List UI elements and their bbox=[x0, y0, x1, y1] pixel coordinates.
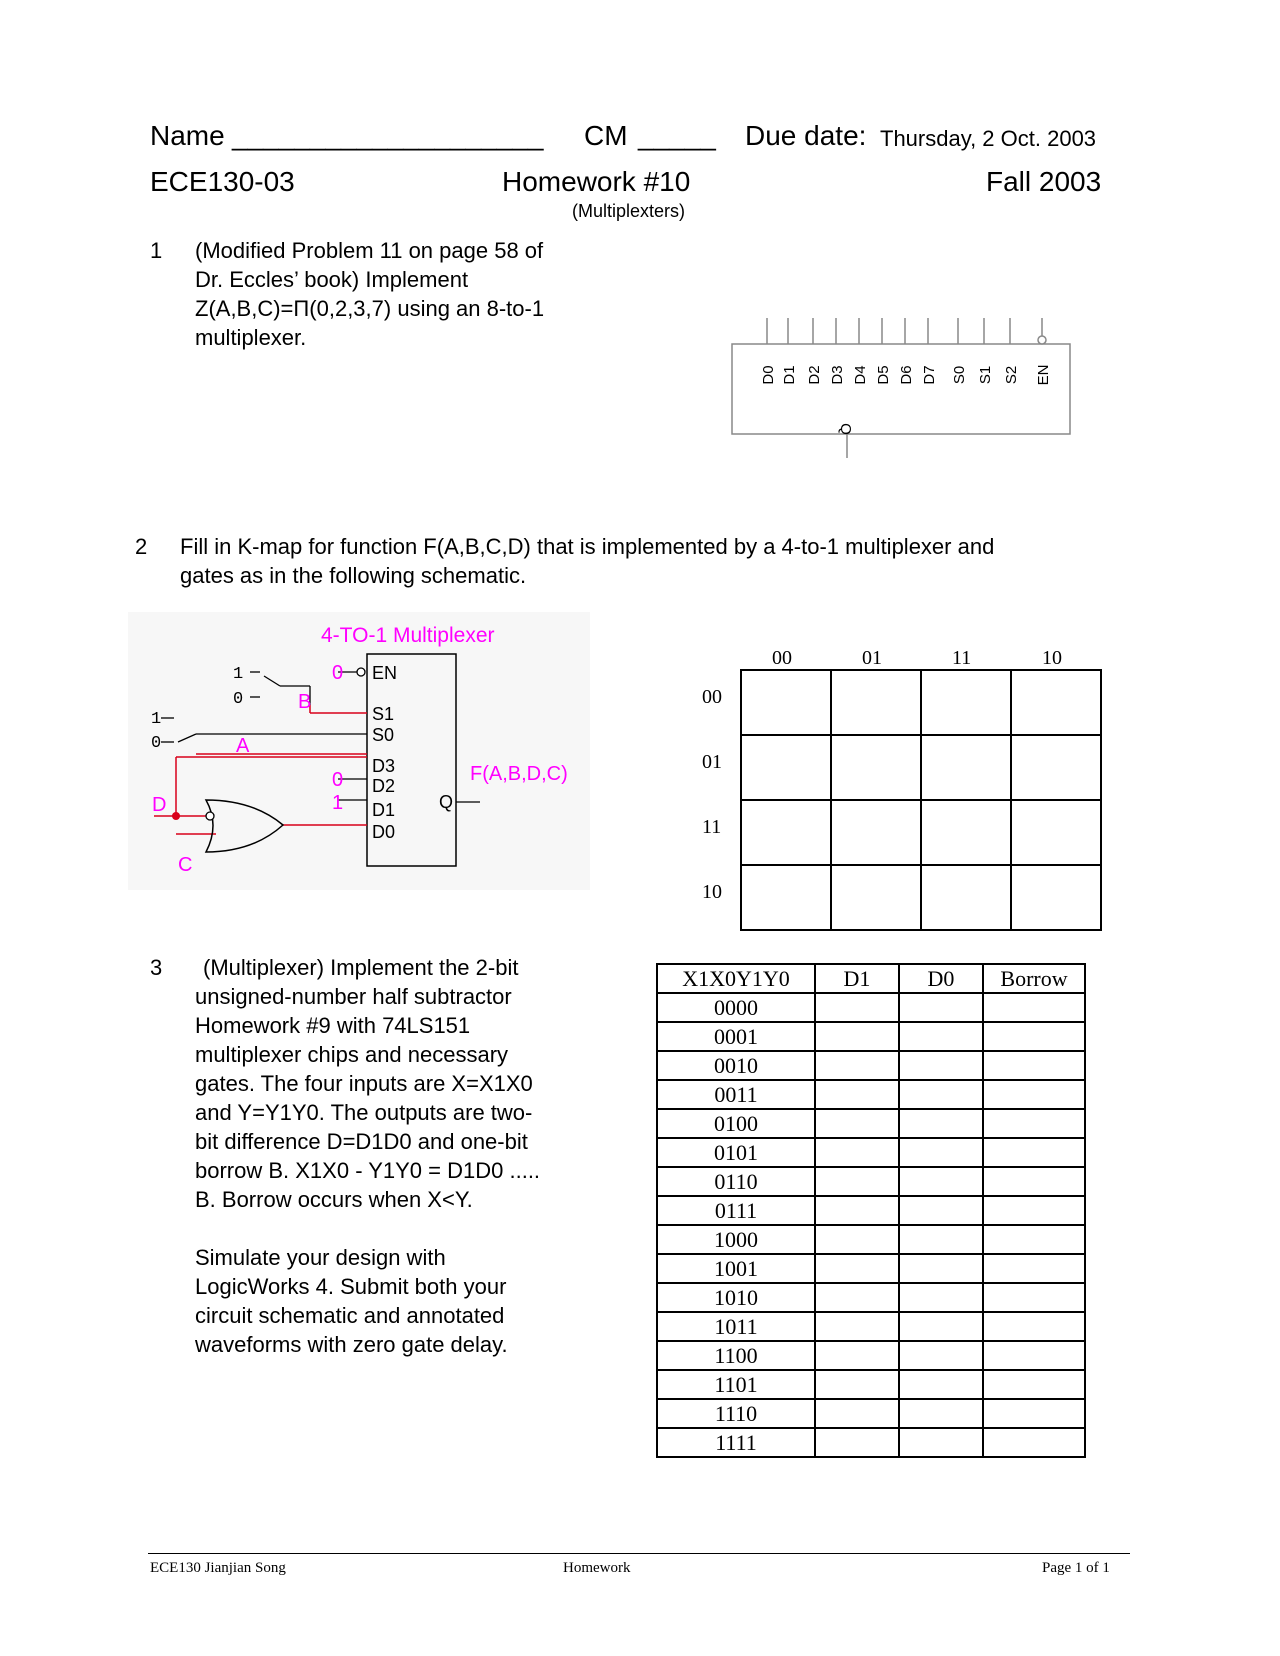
footer-rule bbox=[148, 1553, 1130, 1554]
d1-cell[interactable] bbox=[815, 1312, 899, 1341]
problem-3-line: B. Borrow occurs when X<Y. bbox=[195, 1187, 473, 1212]
problem-3-line: Homework #9 with 74LS151 bbox=[195, 1013, 471, 1038]
mux-pin-d1: D1 bbox=[781, 365, 798, 385]
kmap-col-header: 11 bbox=[952, 647, 972, 669]
switch-b-high: 1 bbox=[233, 665, 244, 684]
problem-2-number: 2 bbox=[135, 534, 148, 559]
problem-2-line: gates as in the following schematic. bbox=[180, 563, 527, 588]
table-row bbox=[657, 1167, 1085, 1196]
schematic-pin-d3: D3 bbox=[372, 756, 396, 776]
problem-3-line: (Multiplexer) Implement the 2-bit bbox=[203, 955, 519, 980]
d1-cell[interactable] bbox=[815, 1428, 899, 1457]
problem-1-number: 1 bbox=[150, 238, 163, 263]
d2-value: 0 bbox=[332, 769, 344, 791]
problem-3-line: borrow B. X1X0 - Y1Y0 = D1D0 ..... bbox=[195, 1158, 541, 1183]
row-input: 0110 bbox=[657, 1167, 815, 1196]
problem-1-text bbox=[195, 236, 544, 352]
d0-cell[interactable] bbox=[899, 1022, 983, 1051]
schematic-pin-en: EN bbox=[372, 663, 398, 683]
borrow-cell[interactable] bbox=[983, 1196, 1085, 1225]
kmap-col-header: 10 bbox=[1042, 647, 1062, 669]
row-input: 1111 bbox=[657, 1428, 815, 1457]
mux-pin-s2: S2 bbox=[1003, 365, 1020, 385]
borrow-cell[interactable] bbox=[983, 1370, 1085, 1399]
homework-title: Homework #10 bbox=[502, 166, 691, 197]
name-label: Name bbox=[150, 120, 225, 151]
row-input: 0101 bbox=[657, 1138, 815, 1167]
d1-cell[interactable] bbox=[815, 1167, 899, 1196]
d0-cell[interactable] bbox=[899, 1254, 983, 1283]
problem-3-line: gates. The four inputs are X=X1X0 bbox=[195, 1071, 533, 1096]
header-borrow: Borrow bbox=[983, 964, 1085, 993]
problem-1-line: multiplexer. bbox=[195, 325, 307, 350]
label-c: C bbox=[178, 854, 193, 876]
borrow-cell[interactable] bbox=[983, 1022, 1085, 1051]
table-row bbox=[657, 1399, 1085, 1428]
table-row bbox=[657, 1138, 1085, 1167]
problem-3-line: waveforms with zero gate delay. bbox=[195, 1332, 508, 1357]
switch-a-low: 0 bbox=[151, 734, 162, 753]
kmap-col-header: 01 bbox=[862, 647, 882, 669]
d1-cell[interactable] bbox=[815, 1399, 899, 1428]
borrow-cell[interactable] bbox=[983, 1341, 1085, 1370]
schematic-title: 4-TO-1 Multiplexer bbox=[321, 624, 495, 647]
borrow-cell[interactable] bbox=[983, 1051, 1085, 1080]
table-row bbox=[657, 1370, 1085, 1399]
problem-3-line: Simulate your design with bbox=[195, 1245, 446, 1270]
d0-cell[interactable] bbox=[899, 1312, 983, 1341]
mux-pin-d2: D2 bbox=[806, 365, 823, 385]
d1-cell[interactable] bbox=[815, 1138, 899, 1167]
mux-pin-d0: D0 bbox=[760, 365, 777, 385]
problem-3-line: circuit schematic and annotated bbox=[195, 1303, 505, 1328]
borrow-cell[interactable] bbox=[983, 1109, 1085, 1138]
d0-cell[interactable] bbox=[899, 1167, 983, 1196]
row-input: 0100 bbox=[657, 1109, 815, 1138]
table-row bbox=[657, 1051, 1085, 1080]
problem-3-text bbox=[195, 953, 540, 1359]
borrow-cell[interactable] bbox=[983, 1138, 1085, 1167]
problem-3-line: unsigned-number half subtractor bbox=[195, 984, 512, 1009]
borrow-cell[interactable] bbox=[983, 1312, 1085, 1341]
problem-2-line: Fill in K-map for function F(A,B,C,D) that is implemented by a 4-to-1 multiplexer and bbox=[180, 534, 995, 559]
d1-cell[interactable] bbox=[815, 993, 899, 1022]
row-input: 0011 bbox=[657, 1080, 815, 1109]
schematic-pin-q: Q bbox=[439, 792, 454, 812]
due-label: Due date: bbox=[745, 120, 867, 151]
d0-cell[interactable] bbox=[899, 1225, 983, 1254]
problem-3-line: and Y=Y1Y0. The outputs are two- bbox=[195, 1100, 533, 1125]
due-value: Thursday, 2 Oct. 2003 bbox=[880, 126, 1097, 151]
output-label: F(A,B,D,C) bbox=[470, 763, 568, 785]
borrow-cell[interactable] bbox=[983, 1283, 1085, 1312]
mux-8to1-symbol bbox=[720, 310, 1080, 460]
label-d: D bbox=[152, 794, 167, 816]
d1-cell[interactable] bbox=[815, 1254, 899, 1283]
d0-cell[interactable] bbox=[899, 1283, 983, 1312]
mux-4to1-schematic bbox=[128, 612, 590, 890]
d0-cell[interactable] bbox=[899, 1109, 983, 1138]
problem-3-line: bit difference D=D1D0 and one-bit bbox=[195, 1129, 528, 1154]
row-input: 0000 bbox=[657, 993, 815, 1022]
table-row bbox=[657, 1080, 1085, 1109]
footer-right: Page 1 of 1 bbox=[1042, 1560, 1110, 1576]
mux-pin-s0: S0 bbox=[951, 365, 968, 385]
kmap-grid bbox=[740, 669, 1104, 933]
borrow-cell[interactable] bbox=[983, 1225, 1085, 1254]
cm-label: CM bbox=[584, 120, 628, 151]
borrow-cell[interactable] bbox=[983, 1080, 1085, 1109]
mux-pin-d5: D5 bbox=[875, 365, 892, 385]
d1-cell[interactable] bbox=[815, 1051, 899, 1080]
mux-pin-s1: S1 bbox=[977, 365, 994, 385]
d0-cell[interactable] bbox=[899, 1051, 983, 1080]
kmap-row-header: 11 bbox=[702, 816, 722, 838]
header-d1: D1 bbox=[815, 964, 899, 993]
problem-2-text bbox=[180, 532, 994, 590]
row-input: 1010 bbox=[657, 1283, 815, 1312]
table-row bbox=[657, 1428, 1085, 1457]
cm-blank: _____ bbox=[638, 120, 716, 151]
borrow-cell[interactable] bbox=[983, 1428, 1085, 1457]
d1-cell[interactable] bbox=[815, 1341, 899, 1370]
borrow-cell[interactable] bbox=[983, 1399, 1085, 1428]
d1-cell[interactable] bbox=[815, 1225, 899, 1254]
d1-cell[interactable] bbox=[815, 1196, 899, 1225]
d0-cell[interactable] bbox=[899, 1196, 983, 1225]
switch-a-high: 1 bbox=[151, 710, 162, 729]
row-input: 1000 bbox=[657, 1225, 815, 1254]
d1-cell[interactable] bbox=[815, 1022, 899, 1051]
row-input: 0001 bbox=[657, 1022, 815, 1051]
mux-pin-d7: D7 bbox=[921, 365, 938, 385]
table-row bbox=[657, 1196, 1085, 1225]
d1-cell[interactable] bbox=[815, 1283, 899, 1312]
d0-cell[interactable] bbox=[899, 993, 983, 1022]
problem-1-line: Dr. Eccles’ book) Implement bbox=[195, 267, 469, 292]
switch-b-low: 0 bbox=[233, 690, 244, 709]
mux-pin-d3: D3 bbox=[829, 365, 846, 385]
header-d0: D0 bbox=[899, 964, 983, 993]
problem-3-line: LogicWorks 4. Submit both your bbox=[195, 1274, 507, 1299]
problem-3-number: 3 bbox=[150, 955, 163, 980]
name-blank: ____________________ bbox=[232, 120, 544, 151]
row-input: 0010 bbox=[657, 1051, 815, 1080]
schematic-pin-d0: D0 bbox=[372, 822, 396, 842]
label-a: A bbox=[236, 735, 250, 757]
d0-cell[interactable] bbox=[899, 1080, 983, 1109]
course-code: ECE130-03 bbox=[150, 166, 295, 197]
row-input: 0111 bbox=[657, 1196, 815, 1225]
d0-cell[interactable] bbox=[899, 1399, 983, 1428]
table-row bbox=[657, 1341, 1085, 1370]
table-row bbox=[657, 993, 1085, 1022]
table-row bbox=[657, 1225, 1085, 1254]
mux-pin-d6: D6 bbox=[898, 365, 915, 385]
table-row bbox=[657, 1022, 1085, 1051]
en-value: 0 bbox=[332, 662, 344, 684]
mux-pin-en: EN bbox=[1035, 364, 1052, 386]
row-input: 1110 bbox=[657, 1399, 815, 1428]
schematic-pin-s1: S1 bbox=[372, 704, 395, 724]
homework-subtitle: (Multiplexters) bbox=[572, 201, 686, 221]
schematic-pin-d2: D2 bbox=[372, 776, 396, 796]
schematic-pin-s0: S0 bbox=[372, 725, 395, 745]
borrow-cell[interactable] bbox=[983, 1254, 1085, 1283]
header-inputs: X1X0Y1Y0 bbox=[657, 964, 815, 993]
truth-table-header bbox=[657, 964, 1085, 993]
label-b: B bbox=[298, 691, 312, 713]
problem-1-line: (Modified Problem 11 on page 58 of bbox=[195, 238, 544, 263]
kmap-row-header: 01 bbox=[702, 751, 722, 773]
schematic-pin-d1: D1 bbox=[372, 800, 396, 820]
row-input: 1101 bbox=[657, 1370, 815, 1399]
mux-pin-d4: D4 bbox=[852, 365, 869, 385]
mux-pin-q: Q bbox=[837, 423, 854, 435]
footer-center: Homework bbox=[563, 1560, 631, 1576]
d1-cell[interactable] bbox=[815, 1370, 899, 1399]
problem-1-line: Z(A,B,C)=Π(0,2,3,7) using an 8-to-1 bbox=[195, 296, 545, 321]
row-input: 1001 bbox=[657, 1254, 815, 1283]
d0-cell[interactable] bbox=[899, 1138, 983, 1167]
d0-cell[interactable] bbox=[899, 1370, 983, 1399]
borrow-cell[interactable] bbox=[983, 1167, 1085, 1196]
table-row bbox=[657, 1109, 1085, 1138]
row-input: 1100 bbox=[657, 1341, 815, 1370]
d0-cell[interactable] bbox=[899, 1428, 983, 1457]
kmap-col-header: 00 bbox=[772, 647, 792, 669]
borrow-cell[interactable] bbox=[983, 993, 1085, 1022]
term: Fall 2003 bbox=[986, 166, 1102, 197]
d0-cell[interactable] bbox=[899, 1341, 983, 1370]
footer-left: ECE130 Jianjian Song bbox=[150, 1560, 286, 1576]
d1-cell[interactable] bbox=[815, 1109, 899, 1138]
truth-table bbox=[656, 963, 1086, 1458]
table-row bbox=[657, 1283, 1085, 1312]
problem-3-line: multiplexer chips and necessary bbox=[195, 1042, 509, 1067]
d1-value: 1 bbox=[332, 792, 344, 814]
row-input: 1011 bbox=[657, 1312, 815, 1341]
table-row bbox=[657, 1312, 1085, 1341]
table-row bbox=[657, 1254, 1085, 1283]
kmap-row-header: 00 bbox=[702, 686, 722, 708]
kmap-row-header: 10 bbox=[702, 881, 722, 903]
d1-cell[interactable] bbox=[815, 1080, 899, 1109]
